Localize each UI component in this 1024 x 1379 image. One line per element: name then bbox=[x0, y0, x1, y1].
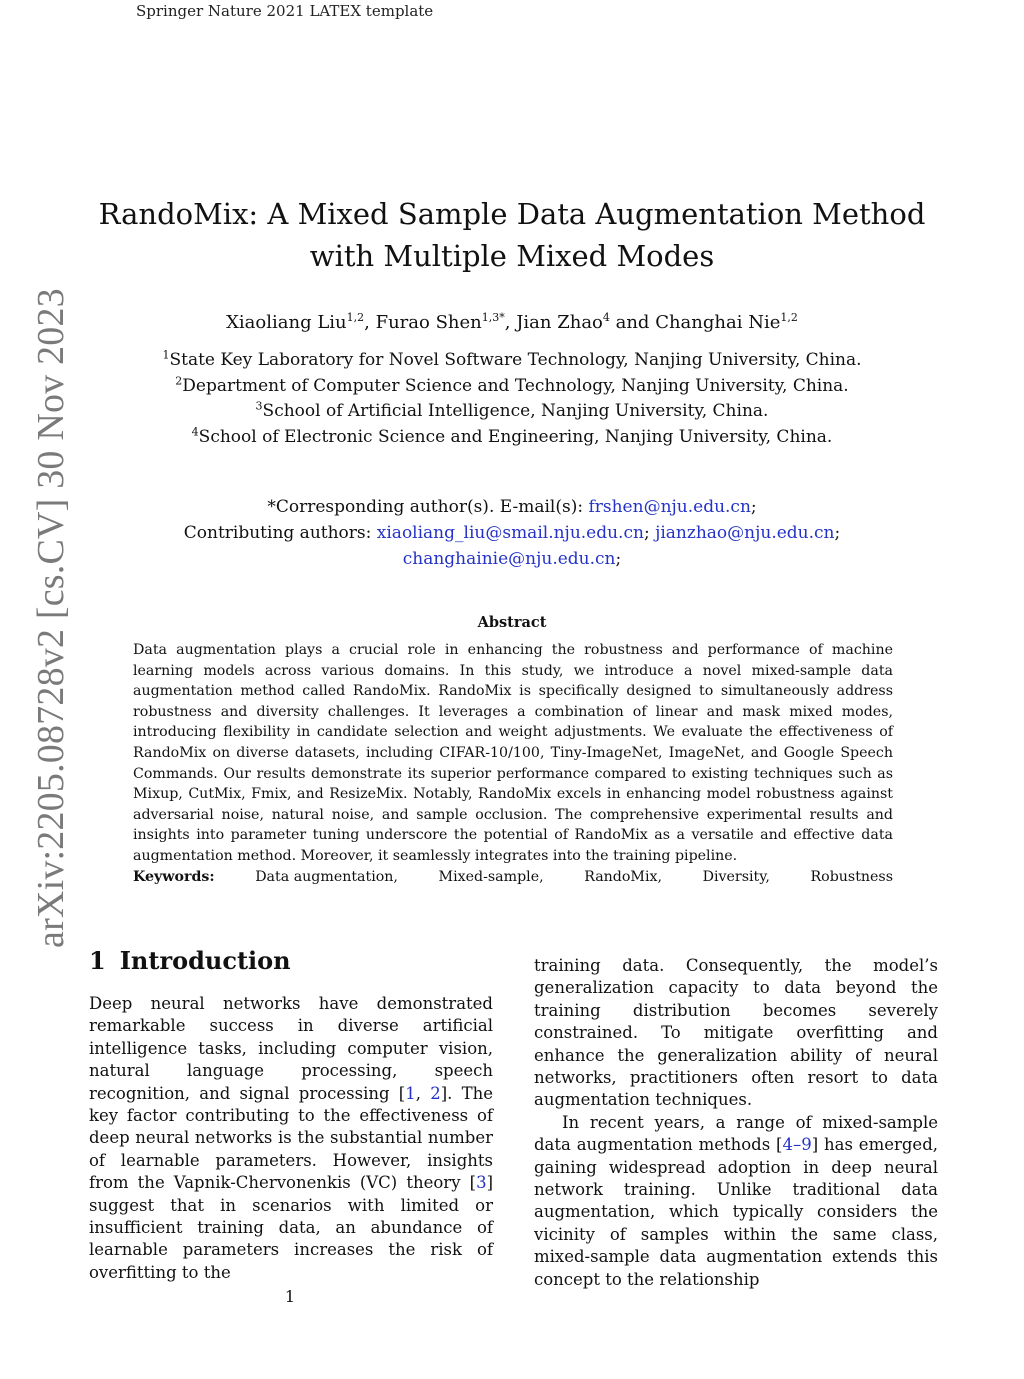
body-column-right bbox=[534, 955, 938, 1291]
contributing-authors-line-2 bbox=[80, 546, 944, 572]
email-separator: ; bbox=[834, 523, 841, 543]
author-separator: and bbox=[609, 312, 656, 333]
keyword: Mixed-sample, bbox=[438, 869, 544, 885]
affiliation-item bbox=[80, 374, 944, 400]
section-heading-introduction bbox=[89, 946, 291, 975]
author-separator: , bbox=[364, 312, 376, 333]
corresponding-author-line bbox=[80, 494, 944, 520]
author-list bbox=[80, 310, 944, 336]
author-name: Furao Shen bbox=[375, 312, 482, 333]
body-text: Deep neural networks have demonstrated remarkable success in diverse artificial intelligence tasks, including computer vision, natural language processing, speech recognition, and signal processing [ bbox=[89, 994, 493, 1103]
title-line-1: RandoMix: A Mixed Sample Data Augmentation Method bbox=[98, 197, 926, 231]
abstract-heading: Abstract bbox=[477, 614, 547, 631]
affiliation-text: State Key Laboratory for Novel Software Technology, Nanjing University, China. bbox=[169, 350, 862, 370]
affiliation-marker: 3 bbox=[255, 399, 263, 413]
title-line-2: with Multiple Mixed Modes bbox=[309, 239, 715, 273]
body-paragraph: training data. Consequently, the model’s generalization capacity to data beyond the training distribution becomes severely constrained. To mitigate overfitting and enhance the generalization ability of neural networks, practitioners often resort to data augmentation techniques. bbox=[534, 956, 938, 1110]
author-name: Jian Zhao bbox=[516, 312, 603, 333]
body-column-left bbox=[89, 993, 493, 1284]
contact-block bbox=[80, 494, 944, 572]
contributing-label: Contributing authors: bbox=[183, 523, 377, 543]
arxiv-identifier[interactable]: arXiv:2205.08728v2 [cs.CV] 30 Nov 2023 bbox=[30, 288, 72, 948]
body-text: ]. The key factor contributing to the effectiveness of deep neural networks is the substantial number of learnable parameters. However, insights from the Vapnik-Chervonenkis (VC) theory [ bbox=[89, 1083, 494, 1193]
keyword: Diversity, bbox=[702, 869, 770, 885]
page-number: 1 bbox=[284, 1287, 296, 1306]
body-paragraph bbox=[89, 993, 493, 1284]
affiliation-text: Department of Computer Science and Technology, Nanjing University, China. bbox=[182, 375, 849, 396]
paper-title bbox=[80, 193, 944, 277]
body-text: In recent years, a range of mixed-sample data augmentation methods [ bbox=[534, 1112, 938, 1155]
author-affiliation-marker: 4 bbox=[602, 311, 610, 324]
contributing-email-link[interactable]: xiaoliang_liu@smail.nju.edu.cn bbox=[376, 523, 644, 543]
affiliation-marker: 1 bbox=[162, 348, 170, 362]
author-separator: , bbox=[504, 312, 517, 333]
keyword: RandoMix, bbox=[584, 869, 663, 885]
email-separator: ; bbox=[615, 549, 622, 569]
affiliation-marker: 2 bbox=[175, 373, 183, 387]
section-number: 1 bbox=[89, 946, 106, 975]
corresponding-email-link[interactable]: frshen@nju.edu.cn bbox=[588, 497, 751, 517]
affiliation-list bbox=[80, 348, 944, 450]
affiliation-marker: 4 bbox=[191, 424, 199, 438]
keywords-label: Keywords: bbox=[133, 869, 215, 885]
body-paragraph bbox=[534, 1112, 938, 1291]
citation-link[interactable]: 4–9 bbox=[782, 1135, 812, 1155]
body-text: ] has emerged, gaining widespread adoption in deep neural network training. Unlike traditional data augmentation, which typically considers the vicinity of samples within the same class, mixed-sample data augmentation extends this concept to the relationship bbox=[534, 1135, 938, 1289]
contributing-email-link[interactable]: changhainie@nju.edu.cn bbox=[402, 549, 616, 569]
abstract-text: Data augmentation plays a crucial role in enhancing the robustness and performance of machine learning models across various domains. In this study, we introduce a novel mixed-sample data augmentation method called RandoMix. RandoMix is specifically designed to simultaneously address robustness and diversity challenges. It leverages a combination of linear and mask mixed modes, introducing flexibility in candidate selection and weight adjustments. We evaluate the effectiveness of RandoMix on diverse datasets, including CIFAR-10/100, Tiny-ImageNet, ImageNet, and Google Speech Commands. Our results demonstrate its superior performance compared to existing techniques such as Mixup, CutMix, Fmix, and ResizeMix. Notably, RandoMix excels in enhancing model robustness against adversarial noise, natural noise, and sample occlusion. The comprehensive experimental results and insights into parameter tuning underscore the potential of RandoMix as a versatile and effective data augmentation method. Moreover, it seamlessly integrates into the training pipeline. bbox=[133, 642, 893, 864]
keywords-line bbox=[133, 867, 893, 887]
section-title: Introduction bbox=[119, 946, 291, 975]
contributing-email-link[interactable]: jianzhao@nju.edu.cn bbox=[655, 523, 835, 543]
author-name: Xiaoliang Liu bbox=[226, 312, 347, 333]
email-separator: ; bbox=[643, 523, 650, 543]
arxiv-stamp-margin bbox=[25, 280, 71, 950]
body-text: , bbox=[415, 1083, 431, 1103]
affiliation-item bbox=[80, 348, 944, 374]
affiliation-text: School of Artificial Intelligence, Nanjing University, China. bbox=[262, 401, 769, 421]
keyword: Robustness bbox=[810, 869, 893, 885]
email-separator: ; bbox=[750, 497, 757, 517]
author-affiliation-marker: 1,2 bbox=[346, 311, 365, 324]
author-affiliation-marker: 1,3* bbox=[481, 311, 505, 324]
contributing-authors-line bbox=[80, 520, 944, 546]
affiliation-item bbox=[80, 425, 944, 451]
running-header: Springer Nature 2021 LATEX template bbox=[136, 2, 434, 20]
corresponding-label: *Corresponding author(s). E-mail(s): bbox=[267, 497, 589, 517]
body-text: ] suggest that in scenarios with limited or insufficient training data, an abundance of learnable parameters increases the risk of overfitting to the bbox=[89, 1173, 493, 1282]
author-name: Changhai Nie bbox=[655, 312, 781, 333]
author-affiliation-marker: 1,2 bbox=[780, 311, 798, 324]
affiliation-item bbox=[80, 399, 944, 425]
citation-link[interactable]: 2 bbox=[430, 1083, 441, 1103]
citation-link[interactable]: 1 bbox=[405, 1083, 416, 1103]
keyword: Data augmentation, bbox=[255, 869, 398, 885]
affiliation-text: School of Electronic Science and Engineering, Nanjing University, China. bbox=[198, 426, 833, 447]
citation-link[interactable]: 3 bbox=[476, 1173, 487, 1193]
